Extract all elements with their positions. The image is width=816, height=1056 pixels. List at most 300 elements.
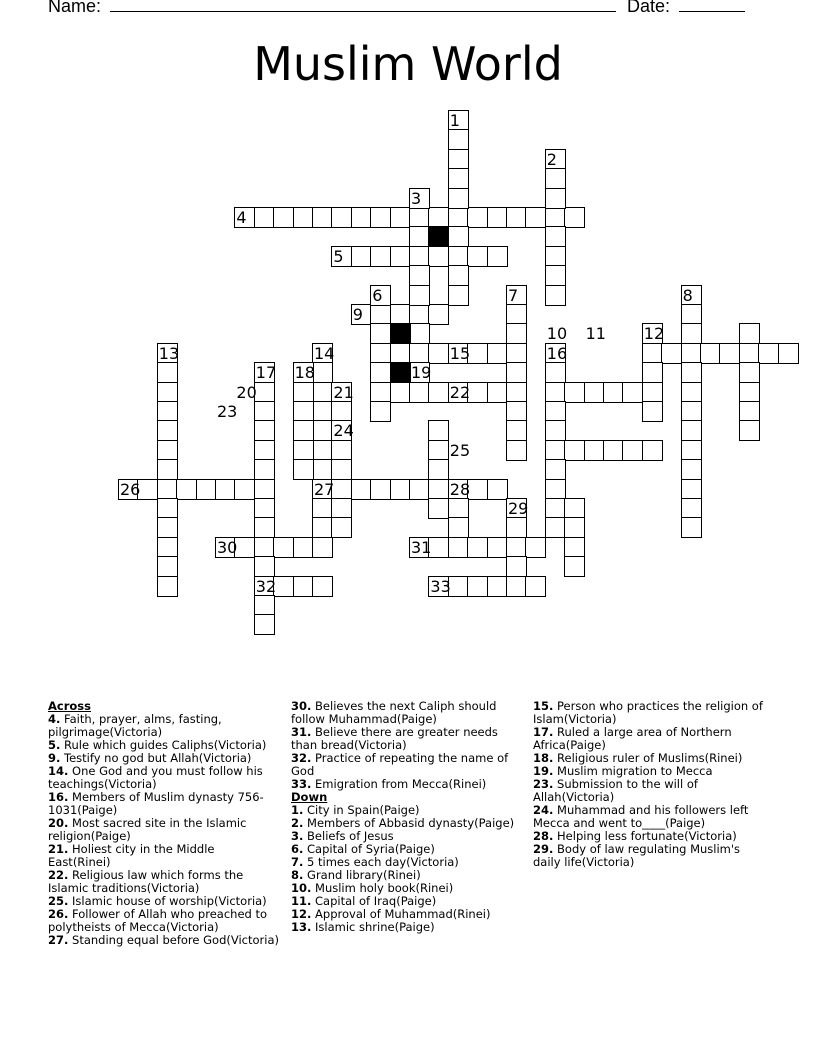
grid-cell[interactable] <box>254 498 275 519</box>
grid-cell[interactable] <box>448 537 469 558</box>
grid-cell[interactable] <box>428 537 449 558</box>
grid-cell[interactable] <box>700 343 721 364</box>
clue-number: 9 <box>352 305 363 324</box>
grid-cell[interactable] <box>293 440 314 461</box>
grid-cell[interactable] <box>467 343 488 364</box>
grid-cell[interactable] <box>273 537 294 558</box>
grid-cell[interactable] <box>564 517 585 538</box>
grid-cell[interactable] <box>370 246 391 267</box>
grid-cell[interactable] <box>196 479 217 500</box>
grid-cell[interactable] <box>331 459 352 480</box>
clue-number: 4. <box>48 712 61 726</box>
grid-cell[interactable] <box>739 343 760 364</box>
grid-cell[interactable] <box>487 576 508 597</box>
clue-text: Grand library(Rinei) <box>303 868 421 882</box>
clue-text: Muslim migration to Mecca <box>553 764 713 778</box>
clue-number: 33. <box>291 777 312 791</box>
grid-cell[interactable] <box>273 576 294 597</box>
grid-cell[interactable] <box>157 420 178 441</box>
grid-cell[interactable] <box>331 479 352 500</box>
clue-number: 30. <box>291 699 312 713</box>
grid-cell[interactable] <box>351 479 372 500</box>
clue-number: 14. <box>48 764 69 778</box>
clue-number: 25. <box>48 894 69 908</box>
grid-cell[interactable] <box>254 614 275 635</box>
grid-cell[interactable] <box>293 401 314 422</box>
black-square <box>390 362 411 383</box>
clue-item <box>48 908 280 934</box>
grid-cell[interactable] <box>409 479 430 500</box>
grid-cell[interactable] <box>351 207 372 228</box>
grid-cell[interactable] <box>370 362 391 383</box>
grid-cell[interactable] <box>758 343 779 364</box>
black-square <box>390 323 411 344</box>
grid-cell[interactable] <box>545 440 566 461</box>
clue-text: Capital of Iraq(Paige) <box>311 894 437 908</box>
clues-column-3 <box>533 700 765 869</box>
grid-cell[interactable] <box>545 168 566 189</box>
grid-cell[interactable] <box>254 556 275 577</box>
grid-cell[interactable] <box>409 285 430 306</box>
clue-item <box>48 869 280 895</box>
grid-cell[interactable] <box>409 304 430 325</box>
grid-cell[interactable] <box>293 420 314 441</box>
grid-cell[interactable] <box>545 362 566 383</box>
grid-cell[interactable] <box>545 188 566 209</box>
grid-cell[interactable] <box>409 343 430 364</box>
grid-cell[interactable] <box>467 479 488 500</box>
grid-cell[interactable] <box>487 246 508 267</box>
grid-cell[interactable] <box>448 188 469 209</box>
grid-cell[interactable] <box>428 246 449 267</box>
grid-cell[interactable] <box>312 362 333 383</box>
grid-cell[interactable] <box>254 537 275 558</box>
grid-cell[interactable] <box>409 207 430 228</box>
grid-cell[interactable] <box>157 401 178 422</box>
clue-number: 17. <box>533 725 554 739</box>
grid-cell[interactable] <box>642 401 663 422</box>
grid-cell[interactable] <box>681 382 702 403</box>
grid-cell[interactable] <box>681 479 702 500</box>
clue-number: 33 <box>430 576 451 596</box>
grid-cell[interactable] <box>428 382 449 403</box>
clue-number: 29. <box>533 842 554 856</box>
clue-text: Members of Abbasid dynasty(Paige) <box>303 816 515 830</box>
clue-number: 15 <box>449 343 471 363</box>
clue-number: 20. <box>48 816 69 830</box>
grid-cell[interactable] <box>506 440 527 461</box>
clue-number: 9. <box>48 751 61 765</box>
clue-number: 20 <box>236 382 257 402</box>
grid-cell[interactable] <box>564 382 585 403</box>
grid-cell[interactable] <box>661 343 682 364</box>
grid-cell[interactable] <box>428 207 449 228</box>
grid-cell[interactable] <box>409 382 430 403</box>
grid-cell[interactable] <box>487 382 508 403</box>
grid-cell[interactable] <box>545 265 566 286</box>
grid-cell[interactable] <box>390 304 411 325</box>
grid-cell[interactable] <box>254 440 275 461</box>
grid-cell[interactable] <box>157 517 178 538</box>
grid-cell[interactable] <box>293 207 314 228</box>
grid-cell[interactable] <box>312 420 333 441</box>
grid-cell[interactable] <box>681 304 702 325</box>
clue-text: Approval of Muhammad(Rinei) <box>311 907 491 921</box>
clue-number: 7. <box>291 855 304 869</box>
clue-text: Muslim holy book(Rinei) <box>311 881 454 895</box>
clue-number: 13. <box>291 920 312 934</box>
grid-cell[interactable] <box>545 382 566 403</box>
across-heading: Across <box>48 699 91 713</box>
grid-cell[interactable] <box>370 207 391 228</box>
grid-cell[interactable] <box>681 362 702 383</box>
clue-number: 18. <box>533 751 554 765</box>
grid-cell[interactable] <box>564 207 585 228</box>
grid-cell[interactable] <box>506 401 527 422</box>
grid-cell[interactable] <box>681 343 702 364</box>
clue-number: 18 <box>294 363 315 383</box>
clue-text: Body of law regulating Muslim's daily life(Victoria) <box>533 842 741 869</box>
grid-cell[interactable] <box>428 304 449 325</box>
grid-cell[interactable] <box>409 226 430 247</box>
grid-cell[interactable] <box>137 479 158 500</box>
grid-cell[interactable] <box>584 440 605 461</box>
clue-text: Capital of Syria(Paige) <box>303 842 435 856</box>
clue-number: 16 <box>546 343 568 363</box>
clue-text: Religious ruler of Muslims(Rinei) <box>553 751 743 765</box>
grid-cell[interactable] <box>312 498 333 519</box>
grid-cell[interactable] <box>739 401 760 422</box>
clue-number: 25 <box>449 440 471 460</box>
grid-cell[interactable] <box>739 420 760 441</box>
clue-number: 12. <box>291 907 312 921</box>
clue-number: 28. <box>533 829 554 843</box>
grid-cell[interactable] <box>467 537 488 558</box>
clue-number: 8 <box>682 285 693 305</box>
grid-cell[interactable] <box>448 517 469 538</box>
grid-cell[interactable] <box>157 576 178 597</box>
grid-cell[interactable] <box>467 576 488 597</box>
grid-cell[interactable] <box>157 556 178 577</box>
grid-cell[interactable] <box>622 382 643 403</box>
grid-cell[interactable] <box>390 207 411 228</box>
clue-item <box>533 804 765 830</box>
grid-cell[interactable] <box>506 556 527 577</box>
clue-text: Follower of Allah who preached to polytheists of Mecca(Victoria) <box>48 907 268 934</box>
grid-cell[interactable] <box>157 382 178 403</box>
clue-text: Testify no god but Allah(Victoria) <box>60 751 252 765</box>
clue-number: 19 <box>411 363 432 383</box>
grid-cell[interactable] <box>564 498 585 519</box>
clue-item <box>533 843 765 869</box>
grid-cell[interactable] <box>331 440 352 461</box>
clue-number: 1. <box>291 803 304 817</box>
clue-number: 27. <box>48 933 69 947</box>
grid-cell[interactable] <box>293 459 314 480</box>
clue-text: Submission to the will of Allah(Victoria) <box>533 777 698 804</box>
clue-number: 2 <box>546 149 557 169</box>
grid-cell[interactable] <box>312 440 333 461</box>
grid-cell[interactable] <box>487 207 508 228</box>
clue-number: 5. <box>48 738 61 752</box>
grid-cell[interactable] <box>545 226 566 247</box>
grid-cell[interactable] <box>739 323 760 344</box>
grid-cell[interactable] <box>312 401 333 422</box>
grid-cell[interactable] <box>739 362 760 383</box>
clue-text: Person who practices the religion of Islam(Victoria) <box>533 699 763 726</box>
grid-cell[interactable] <box>312 576 333 597</box>
grid-cell[interactable] <box>467 382 488 403</box>
clue-text: Believe there are greater needs than bread(Victoria) <box>291 725 498 752</box>
grid-cell[interactable] <box>642 362 663 383</box>
clue-text: One God and you must follow his teachings(Victoria) <box>48 764 263 791</box>
clue-item <box>533 778 765 804</box>
grid-cell[interactable] <box>681 517 702 538</box>
grid-cell[interactable] <box>157 440 178 461</box>
grid-cell[interactable] <box>506 420 527 441</box>
grid-cell[interactable] <box>525 537 546 558</box>
grid-cell[interactable] <box>506 517 527 538</box>
down-heading: Down <box>291 790 328 804</box>
clue-number: 10. <box>291 881 312 895</box>
grid-cell[interactable] <box>448 207 469 228</box>
grid-cell[interactable] <box>428 459 449 480</box>
grid-cell[interactable] <box>739 382 760 403</box>
grid-cell[interactable] <box>564 537 585 558</box>
grid-cell[interactable] <box>157 498 178 519</box>
grid-cell[interactable] <box>428 420 449 441</box>
grid-cell[interactable] <box>390 479 411 500</box>
grid-cell[interactable] <box>448 129 469 150</box>
clue-text: Holiest city in the Middle East(Rinei) <box>48 842 215 869</box>
grid-cell[interactable] <box>370 479 391 500</box>
grid-cell[interactable] <box>370 401 391 422</box>
grid-cell[interactable] <box>545 401 566 422</box>
grid-cell[interactable] <box>506 343 527 364</box>
clue-text: Helping less fortunate(Victoria) <box>553 829 737 843</box>
grid-cell[interactable] <box>254 207 275 228</box>
grid-cell[interactable] <box>293 382 314 403</box>
grid-cell[interactable] <box>467 246 488 267</box>
grid-cell[interactable] <box>448 498 469 519</box>
clue-item <box>533 726 765 752</box>
clue-number: 24. <box>533 803 554 817</box>
clue-text: Islamic house of worship(Victoria) <box>68 894 267 908</box>
grid-cell[interactable] <box>254 459 275 480</box>
grid-cell[interactable] <box>642 343 663 364</box>
grid-cell[interactable] <box>622 440 643 461</box>
grid-cell[interactable] <box>584 382 605 403</box>
clue-text: Islamic shrine(Paige) <box>311 920 435 934</box>
clue-text: Emigration from Mecca(Rinei) <box>311 777 487 791</box>
grid-cell[interactable] <box>506 576 527 597</box>
grid-cell[interactable] <box>681 498 702 519</box>
clue-number: 4 <box>236 208 247 227</box>
grid-cell[interactable] <box>778 343 799 364</box>
grid-cell[interactable] <box>157 479 178 500</box>
grid-cell[interactable] <box>428 440 449 461</box>
grid-cell[interactable] <box>448 168 469 189</box>
clues-column-2 <box>291 700 523 934</box>
grid-cell[interactable] <box>564 440 585 461</box>
grid-cell[interactable] <box>506 382 527 403</box>
grid-cell[interactable] <box>254 401 275 422</box>
clue-item <box>291 752 523 778</box>
grid-cell[interactable] <box>331 401 352 422</box>
grid-cell[interactable] <box>545 420 566 441</box>
grid-cell[interactable] <box>254 595 275 616</box>
clue-number: 5 <box>333 246 344 266</box>
grid-cell[interactable] <box>564 556 585 577</box>
clue-number: 21 <box>333 382 354 402</box>
grid-cell[interactable] <box>428 498 449 519</box>
grid-cell[interactable] <box>448 576 469 597</box>
clue-number: 1 <box>449 111 460 130</box>
grid-cell[interactable] <box>448 265 469 286</box>
clue-number: 32. <box>291 751 312 765</box>
clue-number: 7 <box>508 285 519 305</box>
grid-cell[interactable] <box>642 382 663 403</box>
grid-cell[interactable] <box>370 304 391 325</box>
clue-item <box>291 726 523 752</box>
grid-cell[interactable] <box>370 382 391 403</box>
clue-item <box>48 765 280 791</box>
grid-cell[interactable] <box>157 362 178 383</box>
grid-cell[interactable] <box>487 343 508 364</box>
clue-number: 23. <box>533 777 554 791</box>
grid-cell[interactable] <box>409 323 430 344</box>
grid-cell[interactable] <box>506 304 527 325</box>
grid-cell[interactable] <box>331 498 352 519</box>
clue-number: 17 <box>255 363 277 383</box>
black-square <box>428 226 449 247</box>
grid-cell[interactable] <box>448 149 469 170</box>
grid-cell[interactable] <box>545 459 566 480</box>
clue-number: 3 <box>411 188 422 208</box>
grid-cell[interactable] <box>642 440 663 461</box>
clue-item <box>48 934 280 947</box>
grid-cell[interactable] <box>428 479 449 500</box>
clues-column-1 <box>48 700 280 947</box>
grid-cell[interactable] <box>545 207 566 228</box>
grid-cell[interactable] <box>254 479 275 500</box>
clue-number: 32 <box>255 576 277 596</box>
grid-cell[interactable] <box>331 517 352 538</box>
clue-item <box>291 921 523 934</box>
grid-cell[interactable] <box>254 517 275 538</box>
grid-cell[interactable] <box>681 401 702 422</box>
grid-cell[interactable] <box>448 226 469 247</box>
date-label: Date: <box>627 0 671 16</box>
grid-cell[interactable] <box>545 285 566 306</box>
grid-cell[interactable] <box>370 323 391 344</box>
page-title: Muslim World <box>253 37 563 91</box>
grid-cell[interactable] <box>545 246 566 267</box>
grid-cell[interactable] <box>719 343 740 364</box>
clue-number: 11. <box>291 894 312 908</box>
grid-cell[interactable] <box>506 362 527 383</box>
clue-number: 3. <box>291 829 304 843</box>
grid-cell[interactable] <box>681 420 702 441</box>
clue-item <box>48 843 280 869</box>
grid-cell[interactable] <box>681 459 702 480</box>
clue-number: 31. <box>291 725 312 739</box>
clue-number: 8. <box>291 868 304 882</box>
grid-cell[interactable] <box>293 576 314 597</box>
clue-number: 27 <box>314 479 335 499</box>
grid-cell[interactable] <box>254 420 275 441</box>
clue-text: City in Spain(Paige) <box>303 803 420 817</box>
grid-cell[interactable] <box>293 537 314 558</box>
clue-text: Most sacred site in the Islamic religion(Paige) <box>48 816 247 843</box>
clue-number: 11 <box>585 324 606 344</box>
clue-item <box>291 700 523 726</box>
clue-item <box>48 791 280 817</box>
grid-cell[interactable] <box>545 517 566 538</box>
clue-text: Beliefs of Jesus <box>303 829 394 843</box>
grid-cell[interactable] <box>487 537 508 558</box>
grid-cell[interactable] <box>312 207 333 228</box>
grid-cell[interactable] <box>506 207 527 228</box>
grid-cell[interactable] <box>545 479 566 500</box>
grid-cell[interactable] <box>467 207 488 228</box>
grid-cell[interactable] <box>681 323 702 344</box>
grid-cell[interactable] <box>603 440 624 461</box>
grid-cell[interactable] <box>545 498 566 519</box>
clue-number: 21. <box>48 842 69 856</box>
clue-number: 22. <box>48 868 69 882</box>
grid-cell[interactable] <box>215 479 236 500</box>
grid-cell[interactable] <box>312 382 333 403</box>
grid-cell[interactable] <box>351 246 372 267</box>
grid-cell[interactable] <box>390 246 411 267</box>
clue-text: Faith, prayer, alms, fasting, pilgrimage(Victoria) <box>48 712 222 739</box>
grid-cell[interactable] <box>506 537 527 558</box>
grid-cell[interactable] <box>254 382 275 403</box>
grid-cell[interactable] <box>448 285 469 306</box>
grid-cell[interactable] <box>390 382 411 403</box>
grid-cell[interactable] <box>312 537 333 558</box>
grid-cell[interactable] <box>234 479 255 500</box>
clue-number: 22 <box>449 382 471 402</box>
grid-cell[interactable] <box>525 207 546 228</box>
grid-cell[interactable] <box>506 323 527 344</box>
clue-number: 28 <box>449 479 471 499</box>
grid-cell[interactable] <box>312 517 333 538</box>
grid-cell[interactable] <box>370 343 391 364</box>
grid-cell[interactable] <box>157 537 178 558</box>
grid-cell[interactable] <box>409 246 430 267</box>
clue-number: 12 <box>643 324 665 344</box>
grid-cell[interactable] <box>681 440 702 461</box>
clue-text: Believes the next Caliph should follow Muhammad(Paige) <box>291 699 497 726</box>
grid-cell[interactable] <box>176 479 197 500</box>
grid-cell[interactable] <box>157 459 178 480</box>
grid-cell[interactable] <box>409 265 430 286</box>
grid-cell[interactable] <box>273 207 294 228</box>
clue-text: Muhammad and his followers left Mecca and went to____(Paige) <box>533 803 749 830</box>
grid-cell[interactable] <box>331 207 352 228</box>
clue-number: 26 <box>120 479 141 499</box>
grid-cell[interactable] <box>448 246 469 267</box>
grid-cell[interactable] <box>312 459 333 480</box>
grid-cell[interactable] <box>428 343 449 364</box>
grid-cell[interactable] <box>234 537 255 558</box>
clue-text: 5 times each day(Victoria) <box>303 855 459 869</box>
grid-cell[interactable] <box>603 382 624 403</box>
grid-cell[interactable] <box>525 576 546 597</box>
grid-cell[interactable] <box>487 479 508 500</box>
